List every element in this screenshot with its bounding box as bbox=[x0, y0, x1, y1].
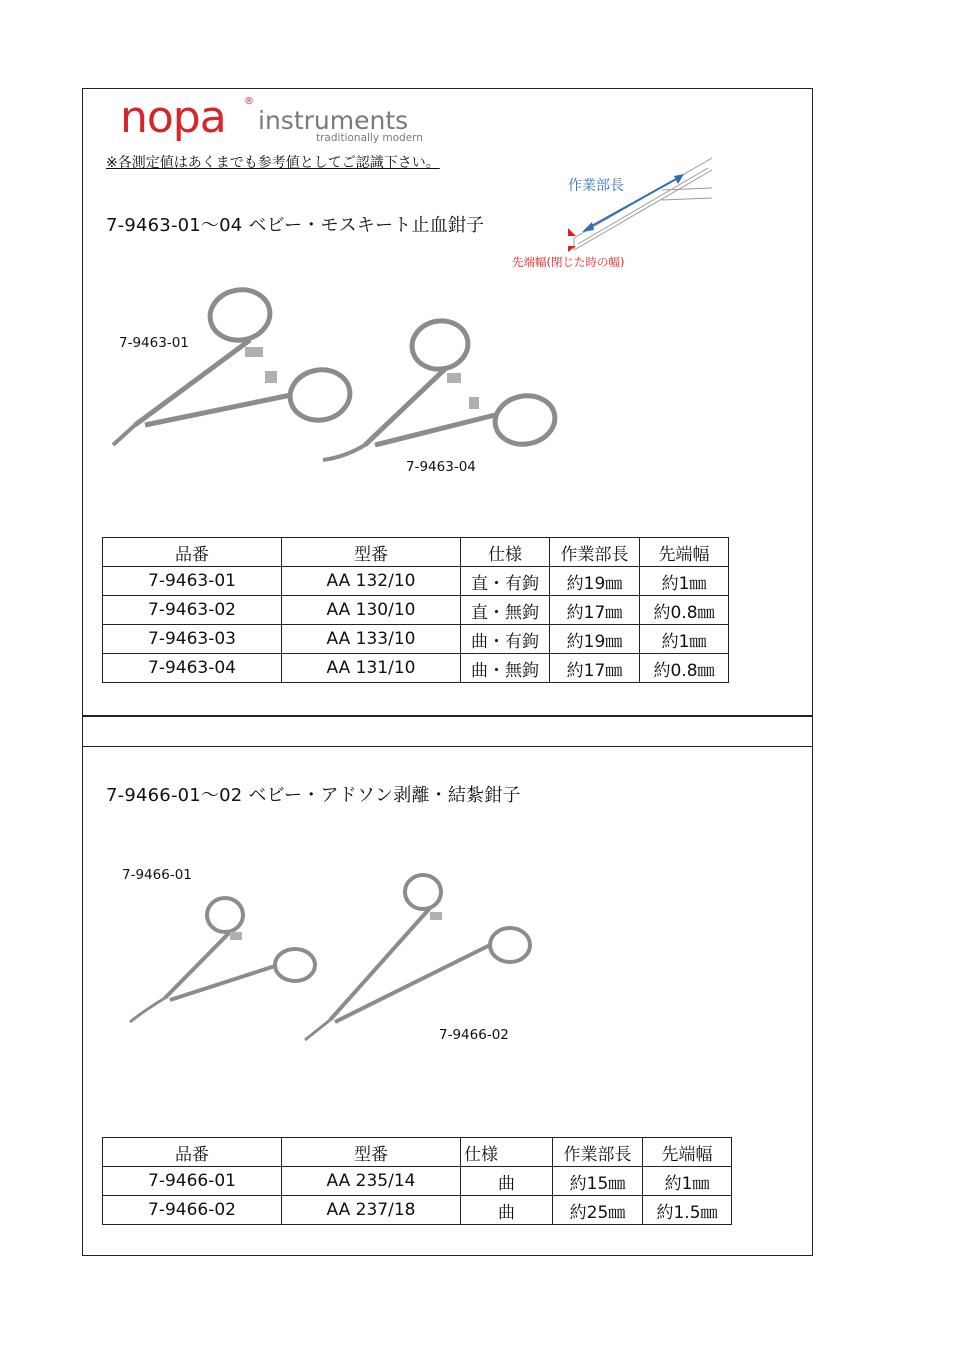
cell-model-number: AA 237/18 bbox=[282, 1196, 461, 1225]
tip-width-arrow-top bbox=[568, 228, 576, 236]
header-spec: 仕様 bbox=[461, 538, 550, 567]
table-row bbox=[103, 654, 729, 683]
cell-model-number: AA 131/10 bbox=[282, 654, 461, 683]
forceps-curved-image bbox=[323, 317, 559, 460]
logo-word: instruments bbox=[258, 106, 409, 135]
section1-title: 7-9463-01～04 ベビー・モスキート止血鉗子 bbox=[106, 215, 485, 236]
cell-model-number: AA 133/10 bbox=[282, 625, 461, 654]
cell-tip-width: 約1㎜ bbox=[640, 625, 729, 654]
cell-model-number: AA 235/14 bbox=[282, 1167, 461, 1196]
reference-value-note: ※各測定値はあくまでも参考値としてご認識下さい。 bbox=[106, 155, 440, 171]
header-part-number: 品番 bbox=[103, 538, 282, 567]
cell-spec: 曲・無鉤 bbox=[461, 654, 550, 683]
divider-row-frame bbox=[82, 716, 813, 747]
logo-registered-mark: ® bbox=[244, 96, 254, 107]
cell-tip-width: 約0.8㎜ bbox=[640, 596, 729, 625]
cell-spec: 直・無鉤 bbox=[461, 596, 550, 625]
section2-title: 7-9466-01～02 ベビー・アドソン剥離・結紮鉗子 bbox=[106, 785, 521, 806]
image-label-7-9463-04: 7-9463-04 bbox=[406, 459, 476, 475]
tip-width-label: 先端幅(閉じた時の幅) bbox=[512, 255, 625, 269]
table-row bbox=[103, 567, 729, 596]
cell-working-length: 約17㎜ bbox=[550, 654, 640, 683]
table-header-row bbox=[103, 538, 729, 567]
forceps-straight-image bbox=[113, 285, 354, 445]
cell-tip-width: 約1.5㎜ bbox=[643, 1196, 732, 1225]
image-label-7-9466-01: 7-9466-01 bbox=[122, 867, 192, 883]
working-length-label: 作業部長 bbox=[568, 178, 624, 194]
adson-forceps-short-image bbox=[130, 898, 315, 1022]
table-row bbox=[103, 596, 729, 625]
mosquito-forceps-photos bbox=[105, 285, 565, 475]
cell-spec: 曲 bbox=[461, 1196, 553, 1225]
cell-part-number: 7-9463-03 bbox=[103, 625, 282, 654]
section1-spec-table bbox=[102, 537, 729, 683]
header-part-number: 品番 bbox=[103, 1138, 282, 1167]
cell-working-length: 約17㎜ bbox=[550, 596, 640, 625]
cell-part-number: 7-9463-02 bbox=[103, 596, 282, 625]
cell-part-number: 7-9466-02 bbox=[103, 1196, 282, 1225]
header-spec: 仕様 bbox=[461, 1138, 553, 1167]
measurement-diagram bbox=[512, 150, 717, 272]
cell-working-length: 約15㎜ bbox=[553, 1167, 643, 1196]
section2-spec-table bbox=[102, 1137, 732, 1225]
cell-tip-width: 約1㎜ bbox=[643, 1167, 732, 1196]
cell-model-number: AA 132/10 bbox=[282, 567, 461, 596]
cell-working-length: 約19㎜ bbox=[550, 567, 640, 596]
header-model-number: 型番 bbox=[282, 1138, 461, 1167]
table-header-row bbox=[103, 1138, 732, 1167]
cell-working-length: 約19㎜ bbox=[550, 625, 640, 654]
header-model-number: 型番 bbox=[282, 538, 461, 567]
logo-tagline: traditionally modern bbox=[316, 132, 423, 144]
cell-model-number: AA 130/10 bbox=[282, 596, 461, 625]
cell-part-number: 7-9463-01 bbox=[103, 567, 282, 596]
cell-tip-width: 約1㎜ bbox=[640, 567, 729, 596]
table-row bbox=[103, 1167, 732, 1196]
header-tip-width: 先端幅 bbox=[643, 1138, 732, 1167]
header-tip-width: 先端幅 bbox=[640, 538, 729, 567]
image-label-7-9463-01: 7-9463-01 bbox=[119, 335, 189, 351]
cell-spec: 曲 bbox=[461, 1167, 553, 1196]
header-working-length: 作業部長 bbox=[553, 1138, 643, 1167]
image-label-7-9466-02: 7-9466-02 bbox=[439, 1027, 509, 1043]
cell-spec: 曲・有鉤 bbox=[461, 625, 550, 654]
cell-working-length: 約25㎜ bbox=[553, 1196, 643, 1225]
cell-part-number: 7-9463-04 bbox=[103, 654, 282, 683]
table-row bbox=[103, 1196, 732, 1225]
header-working-length: 作業部長 bbox=[550, 538, 640, 567]
table-row bbox=[103, 625, 729, 654]
cell-spec: 直・有鉤 bbox=[461, 567, 550, 596]
logo-brand: nopa bbox=[120, 92, 226, 143]
cell-part-number: 7-9466-01 bbox=[103, 1167, 282, 1196]
adson-forceps-photos bbox=[120, 870, 540, 1050]
adson-forceps-long-image bbox=[305, 875, 530, 1040]
nopa-logo bbox=[120, 92, 450, 146]
cell-tip-width: 約0.8㎜ bbox=[640, 654, 729, 683]
